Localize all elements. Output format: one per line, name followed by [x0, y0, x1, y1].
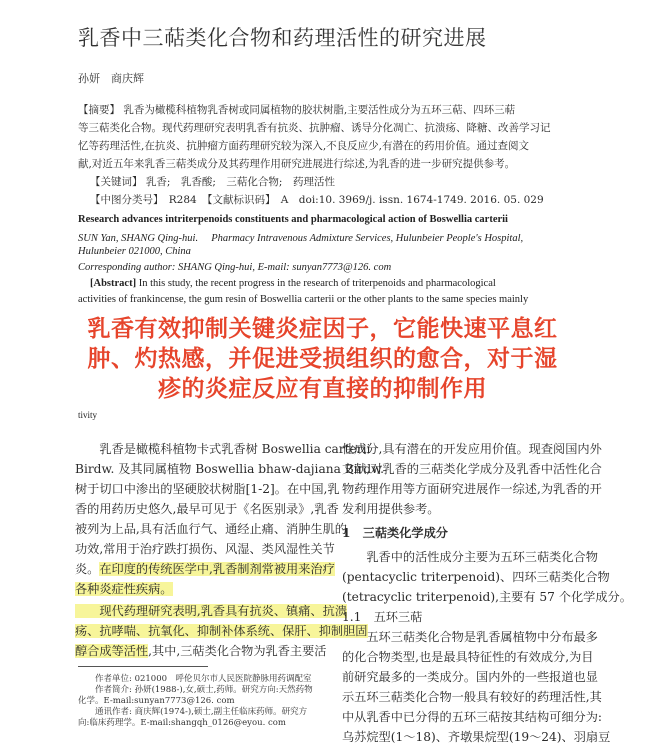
footnote: 作者简介: 孙妍(1988-),女,硕士,药师。研究方向:天然药物 [78, 685, 313, 695]
body-line: 文献,对乳香的三萜类化学成分及乳香中活性化合 [342, 462, 602, 476]
footnote: 化学。E-mail:sunyan7773@126. com [78, 696, 235, 706]
english-affiliation: SUN Yan, SHANG Qing-hui. Pharmacy Intravenous Admixture Services, Hulunbeier People's Hospital, [78, 233, 524, 244]
overlay-text: 疹的炎症反应有直接的抑制作用 [158, 376, 487, 402]
footnote-divider [78, 666, 208, 667]
body-line: 乳香中的活性成分主要为五环三萜类化合物 [342, 550, 598, 564]
body-line: Birdw. 及其同属植物 Boswellia bhaw-dajiana Birdw. [75, 462, 385, 476]
english-abstract-line: activities of frankincense, the gum resin of Boswellia carterii or the other plants to the same species mainly [78, 294, 529, 305]
subsection-heading: 1.1 五环三萜 [342, 610, 423, 624]
body-line: 香的用药历史悠久,最早可见于《名医别录》,乳香 [75, 502, 339, 516]
corresponding-author: Corresponding author: SHANG Qing-hui, E-mail: sunyan7773@126. com [78, 262, 392, 273]
body-line: 中从乳香中已分得的五环三萜按其结构可细分为: [342, 710, 603, 724]
abstract-line: 献,对近五年来乳香三萜类成分及其药理作用研究进展进行综述,为乳香的进一步研究提供参考。 [78, 158, 516, 170]
highlighted-text: 在印度的传统医学中,乳香制剂常被用来治疗 [99, 562, 335, 576]
body-line: 的化合物类型,也是最具特征性的有效成分,为目 [342, 650, 594, 664]
highlighted-text: 醇合成等活性 [75, 644, 149, 658]
body-line: 物药理作用等方面研究进展作一综述,为乳香的开 [342, 482, 602, 496]
highlighted-text: 疡、抗哮喘、抗氧化、抑制补体系统、保肝、抑制胆固 [75, 624, 368, 638]
keywords: 【关键词】 乳香; 乳香酸; 三萜化合物; 药理活性 [90, 176, 335, 188]
body-line: 乌苏烷型(1～18)、齐墩果烷型(19～24)、羽扇豆 [342, 730, 611, 744]
body-line: 发利用提供参考。 [342, 502, 440, 516]
body-line: 乳香是橄榄科植物卡式乳香树 Boswellia carterii [75, 442, 371, 456]
footnote: 作者单位: 021000 呼伦贝尔市人民医院静脉用药调配室 [78, 674, 312, 684]
english-title: Research advances intriterpenoids constituents and pharmacological action of Boswellia carterii [78, 214, 508, 225]
body-line: 性成分,具有潜在的开发应用价值。现查阅国内外 [342, 442, 602, 456]
body-line: 被列为上品,具有活血行气、通经止痛、消肿生肌的 [75, 522, 347, 536]
english-affiliation: Hulunbeier 021000, China [78, 246, 191, 257]
body-line: 功效,常用于治疗跌打损伤、风湿、类风湿性关节 [75, 542, 335, 556]
body-line: 炎。在印度的传统医学中,乳香制剂常被用来治疗 [75, 562, 335, 576]
highlighted-text: 现代药理研究表明,乳香具有抗炎、镇痛、抗溃 [75, 604, 347, 618]
highlighted-text: 各种炎症性疾病。 [75, 582, 173, 596]
body-line: (tetracyclic triterpenoid),主要有 57 个化学成分。 [342, 590, 632, 604]
footnote: 通讯作者: 商庆辉(1974-),硕士,副主任临床药师。研究方 [78, 707, 308, 717]
abstract-line: 等三萜类化合物。现代药理研究表明乳香有抗炎、抗肿瘤、诱导分化凋亡、抗溃疡、降糖、改善学习记 [78, 122, 551, 134]
overlay-text: 乳香有效抑制关键炎症因子，它能快速平息红 [87, 316, 558, 342]
classification: 【中图分类号】 R284 【文献标识码】 A doi:10. 3969/j. issn. 1674-1749. 2016. 05. 029 [90, 194, 544, 206]
abstract-label: [Abstract] [90, 278, 137, 289]
section-heading: 1 三萜类化学成分 [342, 526, 448, 540]
body-line: 树于切口中渗出的坚硬胶状树脂[1-2]。在中国,乳 [75, 482, 340, 496]
body-line: 五环三萜类化合物是乳香属植物中分布最多 [342, 630, 598, 644]
abstract-line: 忆等药理活性,在抗炎、抗肿瘤方面药理研究较为深入,不良反应少,有潜在的药用价值。通过查阅文 [78, 140, 530, 152]
abstract-line: 【摘要】 乳香为橄榄科植物乳香树或同属植物的胶状树脂,主要活性成分为五环三萜、四环三萜 [78, 104, 516, 116]
footnote: 向:临床药理学。E-mail:shangqh_0126@eyou. com [78, 718, 286, 728]
authors: 孙妍 商庆辉 [78, 72, 144, 85]
english-abstract-tail: tivity [78, 410, 98, 420]
body-line: (pentacyclic triterpenoid)、四环三萜类化合物 [342, 570, 610, 584]
english-abstract-line: [Abstract] In this study, the recent progress in the research of triterpenoids and pharmacological [90, 278, 496, 289]
overlay-text: 肿、灼热感，并促进受损组织的愈合，对于湿 [87, 346, 558, 372]
body-line: 前研究最多的一类成分。国内外的一些报道也显 [342, 670, 598, 684]
body-line: 示五环三萜类化合物一般具有较好的药理活性,其 [342, 690, 602, 704]
paper-title: 乳香中三萜类化合物和药理活性的研究进展 [78, 26, 487, 50]
